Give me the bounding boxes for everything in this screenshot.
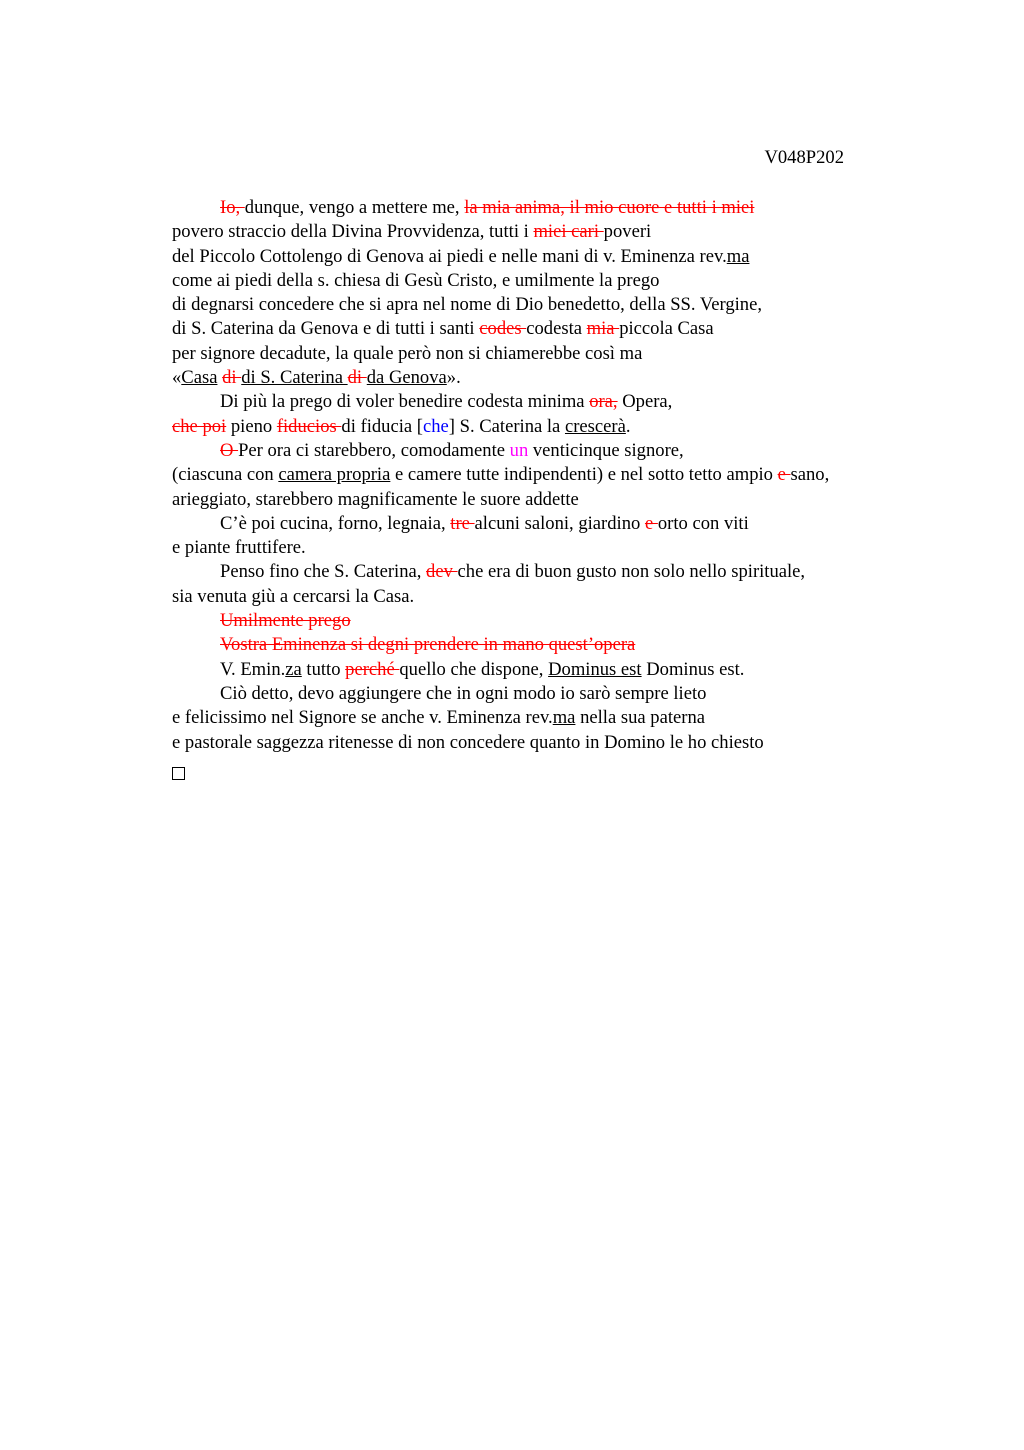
deleted-text: miei cari [533,221,604,243]
text-line [172,463,932,487]
text-segment: Di più la prego di voler benedire codesta minima [220,391,590,413]
text-line [172,196,932,220]
deleted-text: e [644,512,658,534]
deleted-text: fiducios [276,415,342,437]
deleted-text: dev [426,561,458,583]
underlined-text: Dominus est [548,658,642,680]
text-line [172,342,932,366]
text-line [172,536,932,560]
text-segment: ] S. Caterina la [448,415,565,437]
text-line [172,658,932,682]
text-line [172,512,932,536]
text-segment: e camere tutte indipendenti) e nel sotto tetto ampio [390,464,778,486]
text-segment: tutto [301,658,346,680]
text-line [172,609,932,633]
text-segment: dunque, vengo a mettere me, [244,197,465,218]
text-segment: (ciascuna con [172,464,279,486]
text-segment: Per ora ci starebbero, comodamente [238,439,510,461]
text-segment: V. Emin. [220,658,286,680]
text-segment: nella sua paterna [575,707,705,729]
text-segment: C’è poi cucina, forno, legnaia, [220,512,451,534]
text-line [172,390,932,414]
text-segment: di degnarsi concedere che si apra nel nome di Dio benedetto, della SS. Vergine, [172,294,762,316]
text-line [172,488,932,512]
correction-text: un [509,439,529,461]
deleted-text: Vostra Eminenza si degni prendere in mano quest’opera [220,634,636,656]
underlined-text: di S. Caterina [241,367,348,389]
text-segment: quello che dispone, [399,658,549,680]
text-line [172,560,932,584]
deleted-text: O [220,439,239,461]
text-line [172,585,932,609]
text-segment: ». [446,367,461,389]
text-segment: di fiducia [ [341,415,423,437]
text-line [172,220,932,244]
underlined-text: Casa [181,367,218,389]
underlined-text: ma [726,245,750,267]
deleted-text: Io, [220,197,245,218]
text-line [172,293,932,317]
text-line [172,731,932,755]
page-code: V048P202 [764,147,844,168]
text-segment: Opera, [617,391,673,413]
text-line [172,439,932,463]
end-box-mark [172,761,185,786]
deleted-text: codes [479,318,527,340]
text-line [172,245,932,269]
deleted-text: tre [450,512,475,534]
underlined-text: crescerà [564,415,626,437]
text-segment: sano, [790,464,830,486]
text-segment: e felicissimo nel Signore se anche v. Eminenza rev. [172,707,553,729]
deleted-text: perché [345,658,400,680]
deleted-text: di [347,367,367,389]
underlined-text: za [285,658,302,680]
square-box-icon [172,767,185,780]
text-segment: . [625,415,631,437]
text-segment: codesta [526,318,587,340]
text-segment: venticinque signore, [528,439,684,461]
deleted-text: e [777,464,791,486]
text-segment: e pastorale saggezza ritenesse di non concedere quanto in Domino le ho chiesto [172,731,764,753]
text-line [172,269,932,293]
deleted-text: la mia anima, il mio cuore e tutti i miei [464,197,755,218]
underlined-text: da Genova [366,367,447,389]
text-segment: Ciò detto, devo aggiungere che in ogni modo io sarò sempre lieto [220,682,707,704]
deleted-text: ora, [589,391,618,413]
editorial-insert: che [422,415,449,437]
text-segment: di S. Caterina da Genova e di tutti i santi [172,318,480,340]
text-segment: piccola Casa [619,318,714,340]
text-segment: del Piccolo Cottolengo di Genova ai piedi e nelle mani di v. Eminenza rev. [172,245,727,267]
text-line [172,682,932,706]
text-segment: che era di buon gusto non solo nello spirituale, [457,561,806,583]
text-segment: arieggiato, starebbero magnificamente le suore addette [172,488,579,510]
text-segment: sia venuta giù a cercarsi la Casa. [172,585,415,607]
text-line [172,317,932,341]
text-line [172,415,932,439]
text-segment: povero straccio della Divina Provvidenza, tutti i [172,221,534,243]
text-segment: come ai piedi della s. chiesa di Gesù Cristo, e umilmente la prego [172,269,660,291]
text-segment: Dominus est. [641,658,745,680]
document-body [172,196,932,755]
deleted-text: di [222,367,242,389]
text-segment: e piante fruttifere. [172,537,306,559]
text-segment: per signore decadute, la quale però non si chiamerebbe così ma [172,342,643,364]
text-segment: pieno [226,415,277,437]
text-line [172,633,932,657]
text-segment: Penso fino che S. Caterina, [220,561,427,583]
text-line [172,366,932,390]
deleted-text: Umilmente prego [220,610,351,632]
deleted-text: mia [586,318,620,340]
text-line [172,706,932,730]
text-segment: « [172,367,182,389]
text-segment: poveri [603,221,652,243]
text-segment: alcuni saloni, giardino [474,512,645,534]
deleted-text: che poi [172,415,227,437]
underlined-text: ma [552,707,576,729]
text-segment: orto con viti [657,512,749,534]
underlined-text: camera propria [278,464,391,486]
